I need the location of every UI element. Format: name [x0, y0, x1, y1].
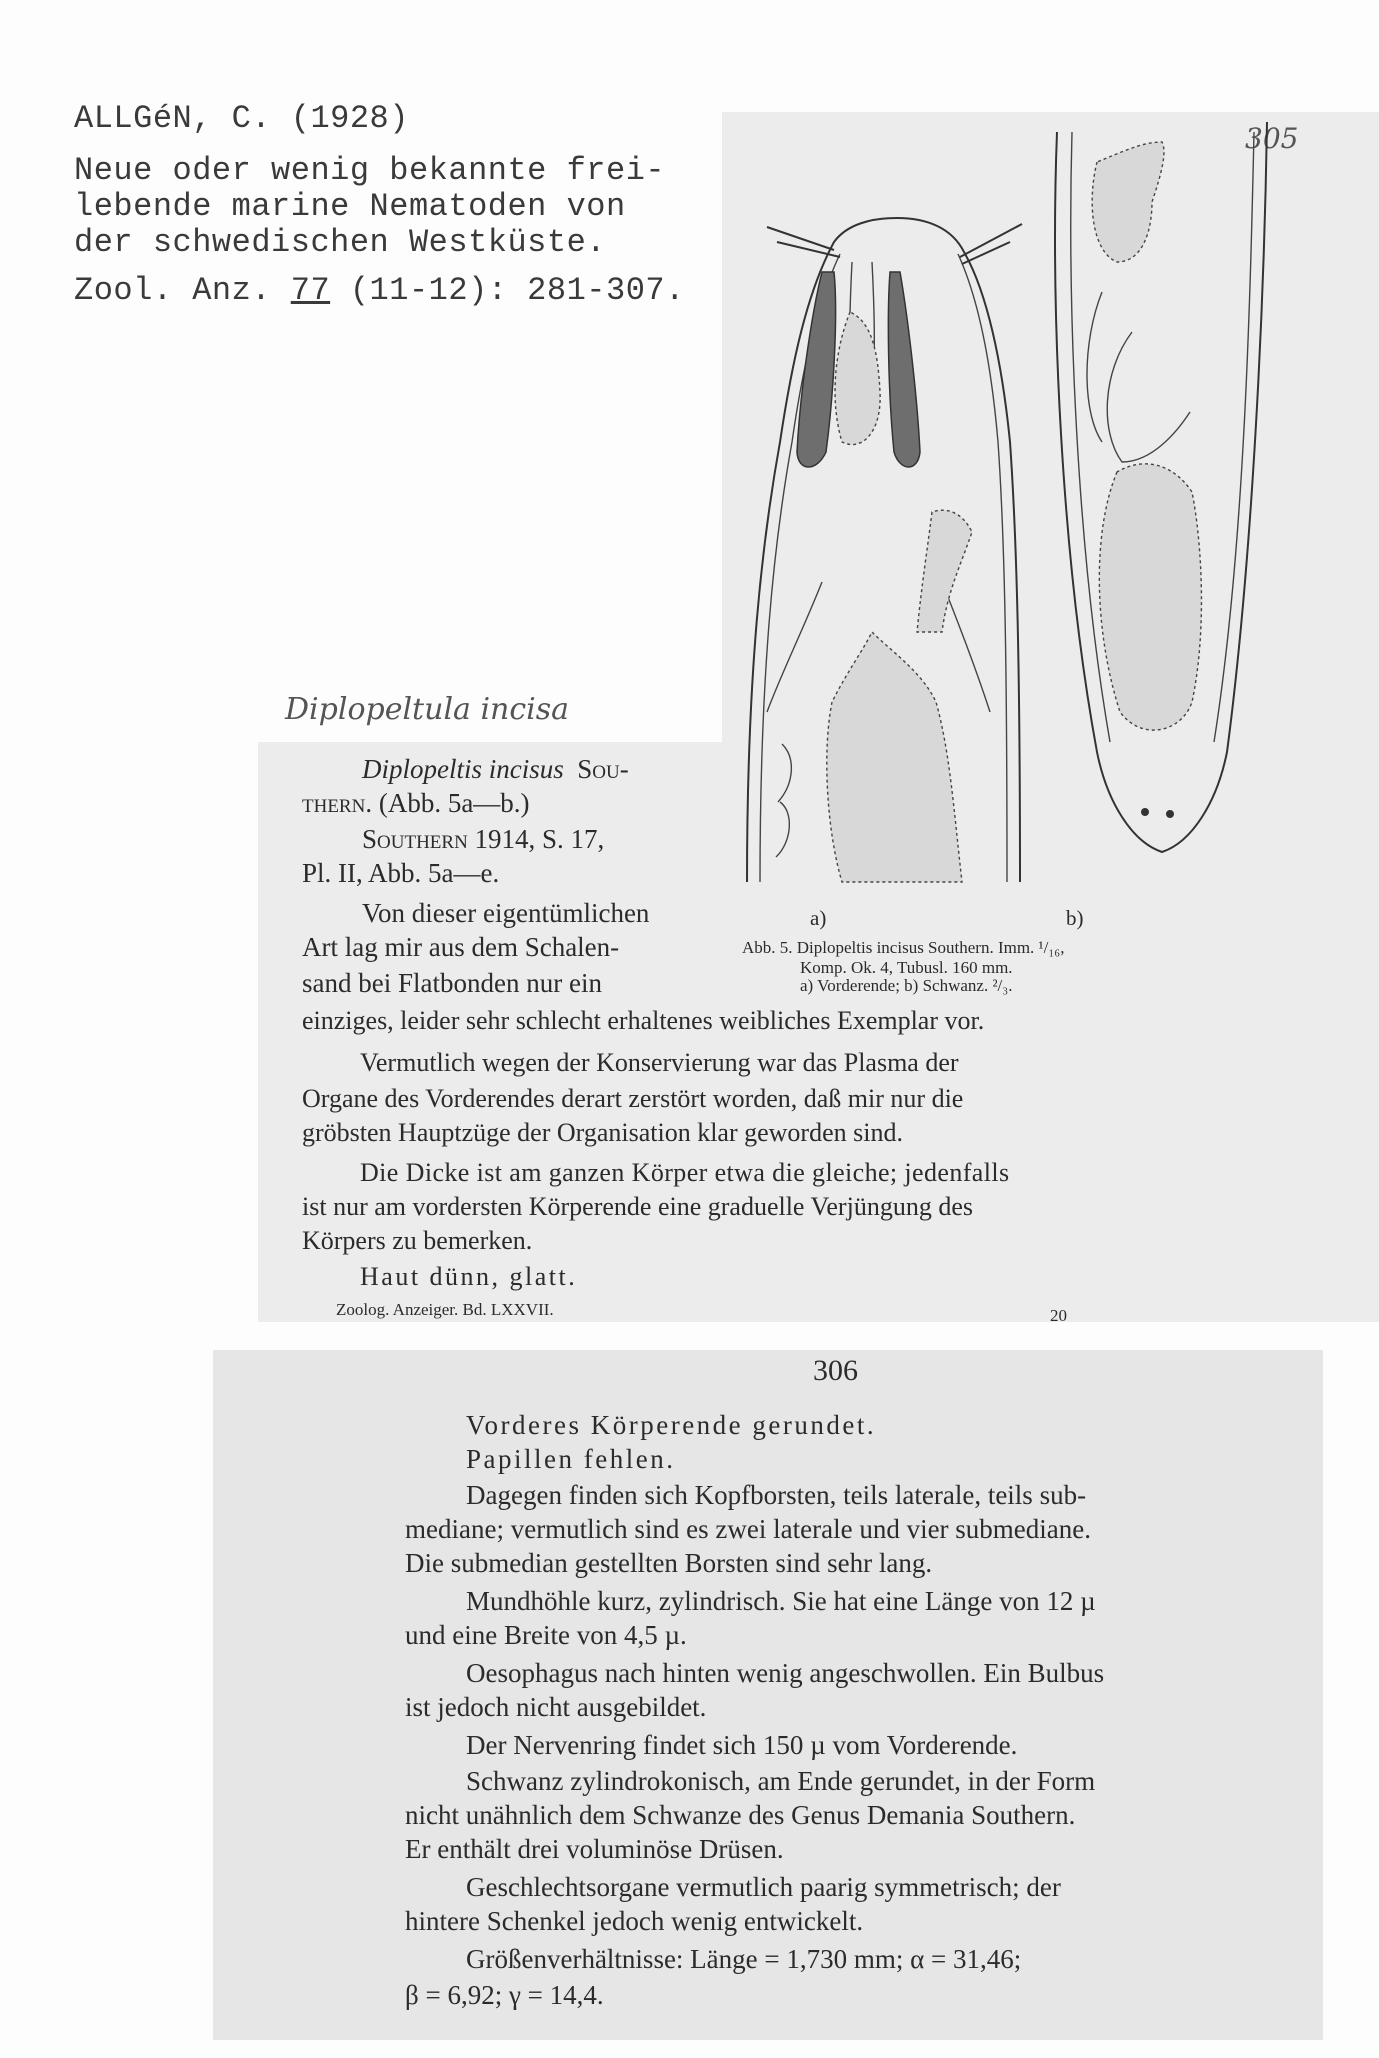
text-line: Körpers zu bemerken.	[302, 1226, 533, 1255]
species-header-cont	[302, 788, 530, 819]
text-line: Der Nervenring findet sich 150 µ vom Vorderende.	[466, 1730, 1018, 1760]
species-author: Sou-	[577, 754, 629, 784]
text-line: Haut dünn, glatt.	[360, 1262, 578, 1291]
text-line: β = 6,92; γ = 14,4.	[405, 1980, 604, 2010]
text-line: Mundhöhle kurz, zylindrisch. Sie hat eine Länge von 12 µ	[466, 1586, 1096, 1616]
text-line: Oesophagus nach hinten wenig angeschwollen. Ein Bulbus	[466, 1658, 1105, 1688]
text-line: Art lag mir aus dem Schalen-	[302, 932, 620, 962]
figure-caption: Abb. 5. Diplopeltis incisus Southern. Imm. ¹/₁₆,	[742, 938, 1065, 957]
text-line: nicht unähnlich dem Schwanze des Genus Demania Southern.	[405, 1800, 1076, 1830]
handwritten-species-name: Diplopeltula incisa	[285, 692, 570, 727]
text-line: Organe des Vorderendes derart zerstört worden, daß mir nur die	[302, 1084, 964, 1113]
text-line: Die Dicke ist am ganzen Körper etwa die gleiche; jedenfalls	[360, 1158, 1010, 1187]
text-line: hintere Schenkel jedoch wenig entwickelt.	[405, 1906, 864, 1936]
citation-title-line: lebende marine Nematoden von	[74, 188, 626, 225]
clipping-page-306	[213, 1350, 1323, 2040]
text-line: mediane; vermutlich sind es zwei laterale und vier submediane.	[405, 1514, 1092, 1544]
text-line: ist nur am vordersten Körperende eine graduelle Verjüngung des	[302, 1192, 973, 1221]
text-line: Von dieser eigentümlichen	[362, 898, 650, 928]
text-line: ist jedoch nicht ausgebildet.	[405, 1692, 707, 1722]
text-line: Schwanz zylindrokonisch, am Ende gerundet, in der Form	[466, 1766, 1096, 1796]
citation-title-line: Neue oder wenig bekannte frei-	[74, 152, 666, 189]
page-footer: Zoolog. Anzeiger. Bd. LXXVII.	[336, 1300, 554, 1319]
citation-author-year: ALLGéN, C. (1928)	[74, 100, 409, 137]
page-number: 306	[813, 1354, 858, 1387]
text-line: und eine Breite von 4,5 µ.	[405, 1620, 687, 1650]
journal-volume: 77	[290, 272, 331, 309]
text-line: Vorderes Körperende gerundet.	[466, 1410, 877, 1440]
figure-caption: a) Vorderende; b) Schwanz. ²/₃.	[800, 976, 1013, 995]
species-figref: (Abb. 5a—b.)	[378, 788, 530, 818]
species-author-cont: thern.	[302, 788, 373, 818]
text-line: Vermutlich wegen der Konservierung war das Plasma der	[360, 1048, 959, 1077]
figure-label-a: a)	[810, 906, 827, 930]
citation-journal	[74, 272, 685, 309]
citation-title-line: der schwedischen Westküste.	[74, 224, 606, 261]
figure-a-anterior-end	[747, 218, 1022, 882]
page-footer-number: 20	[1050, 1306, 1067, 1325]
figure-label-b: b)	[1066, 906, 1084, 930]
synonymy-line: Pl. II, Abb. 5a—e.	[302, 858, 500, 888]
species-header	[362, 754, 629, 785]
text-line: Geschlechtsorgane vermutlich paarig symmetrisch; der	[466, 1872, 1061, 1902]
journal-suffix: (11-12): 281-307.	[330, 272, 685, 309]
nematode-illustration	[722, 112, 1379, 912]
text-line: sand bei Flatbonden nur ein	[302, 968, 602, 998]
text-line: Er enthält drei voluminöse Drüsen.	[405, 1834, 784, 1864]
text-line: Die submedian gestellten Borsten sind sehr lang.	[405, 1548, 933, 1578]
text-line: Papillen fehlen.	[466, 1444, 676, 1474]
text-line: Dagegen finden sich Kopfborsten, teils laterale, teils sub-	[466, 1480, 1087, 1510]
species-name: Diplopeltis incisus	[362, 754, 564, 784]
journal-prefix: Zool. Anz.	[74, 272, 291, 309]
figure-b-tail	[1055, 122, 1267, 852]
text-line: einziges, leider sehr schlecht erhaltenes weibliches Exemplar vor.	[302, 1006, 985, 1035]
synonymy-line: Southern 1914, S. 17,	[362, 824, 605, 854]
text-line: gröbsten Hauptzüge der Organisation klar geworden sind.	[302, 1118, 903, 1147]
handwritten-page-number: 305	[1245, 122, 1299, 155]
figure-caption: Komp. Ok. 4, Tubusl. 160 mm.	[800, 958, 1013, 977]
text-line: Größenverhältnisse: Länge = 1,730 mm; α = 31,46;	[466, 1944, 1022, 1974]
